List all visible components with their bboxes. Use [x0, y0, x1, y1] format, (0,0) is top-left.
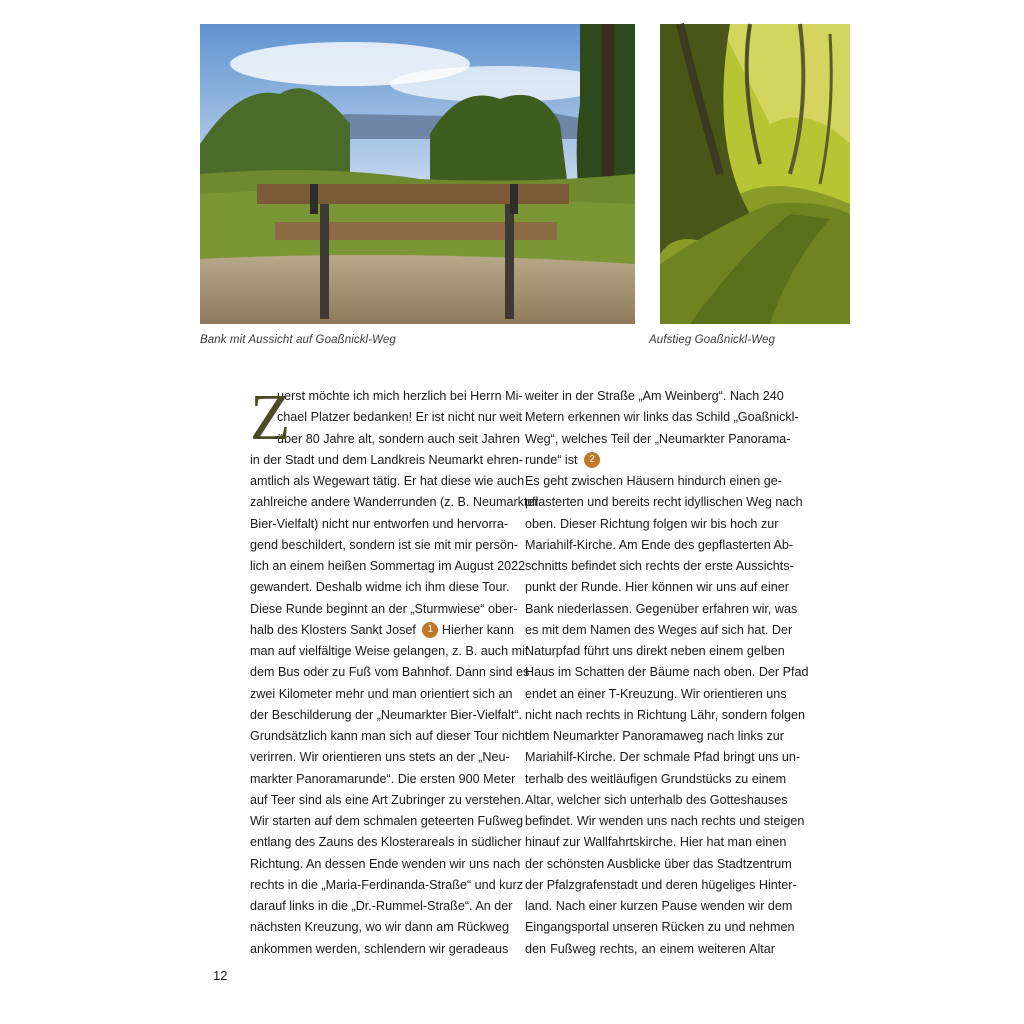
text-fragment: halb des Klosters Sankt Josef — [250, 622, 416, 637]
text-line: amtlich als Wegewart tätig. Er hat diese wie auch — [250, 474, 525, 488]
bench-photo — [200, 24, 635, 324]
text-line: Eingangsportal unseren Rücken zu und nehmen — [525, 920, 795, 935]
text-line: Mariahilf-Kirche. Der schmale Pfad bringt uns un- — [525, 750, 801, 765]
text-line: schnitts befindet sich rechts der erste Aussichts- — [525, 559, 794, 573]
path-photo-caption: Aufstieg Goaßnickl-Weg — [649, 334, 775, 346]
text-line: markter Panoramarunde“. Die ersten 900 Meter — [250, 771, 516, 786]
text-line: Wir starten auf dem schmalen geteerten Fußweg — [250, 814, 523, 828]
text-line: darauf links in die „Dr.-Rummel-Straße“. An der — [250, 899, 513, 913]
text-line: hinauf zur Wallfahrtskirche. Hier hat man einen — [525, 835, 787, 850]
text-line: befindet. Wir wenden uns nach rechts und steigen — [525, 814, 805, 828]
waypoint-marker-2: 2 — [584, 452, 600, 468]
text-line: ankommen werden, schlendern wir geradeaus — [250, 941, 509, 956]
text-line: Richtung. An dessen Ende wenden wir uns nach — [250, 856, 521, 871]
text-line: Mariahilf-Kirche. Am Ende des gepflasterten Ab- — [525, 537, 794, 552]
page-number: 12 — [213, 968, 228, 983]
text-line: Grundsätzlich kann man sich auf dieser Tour nicht — [250, 729, 529, 743]
text-line: Haus im Schatten der Bäume nach oben. Der Pfad — [525, 665, 809, 680]
text-line-with-marker — [250, 620, 515, 641]
text-fragment: Hierher kann — [441, 622, 515, 637]
text-line: Bier-Vielfalt) nicht nur entworfen und hervorra- — [250, 516, 509, 531]
text-line: punkt der Runde. Hier können wir uns auf einer — [525, 580, 789, 595]
text-line: dem Bus oder zu Fuß vom Bahnhof. Dann sind es — [250, 665, 530, 680]
text-line: land. Nach einer kurzen Pause wenden wir dem — [525, 899, 793, 913]
text-line: Weg“, welches Teil der „Neumarkter Panorama- — [525, 431, 791, 446]
text-line: entlang des Zauns des Klosterareals in südlicher — [250, 835, 522, 850]
left-text-column — [250, 381, 539, 960]
text-line: der Beschilderung der „Neumarkter Bier-Vielfalt“. — [250, 707, 523, 722]
waypoint-marker-1: 1 — [422, 622, 438, 638]
text-line: nächsten Kreuzung, wo wir dann am Rückweg — [250, 920, 510, 935]
text-line: dem Neumarkter Panoramaweg nach links zur — [525, 729, 784, 743]
text-line: über 80 Jahre alt, sondern auch seit Jahren — [277, 431, 520, 446]
text-line: terhalb des weitläufigen Grundstücks zu einem — [525, 771, 787, 786]
text-line: oben. Dieser Richtung folgen wir bis hoch zur — [525, 516, 779, 531]
text-line: gewandert. Deshalb widme ich ihm diese Tour. — [250, 580, 510, 595]
text-line: lich an einem heißen Sommertag im August 2022 — [250, 559, 526, 573]
text-line: zahlreiche andere Wanderrunden (z. B. Neumarkter — [250, 495, 539, 510]
text-line: rechts in die „Maria-Ferdinanda-Straße“ und kurz — [250, 877, 523, 892]
text-line: den Fußweg rechts, an einem weiteren Altar — [525, 941, 775, 956]
text-line: auf Teer sind als eine Art Zubringer zu verstehen. — [250, 792, 525, 807]
bench-photo-caption: Bank mit Aussicht auf Goaßnickl-Weg — [200, 334, 396, 346]
drop-cap: Z — [250, 381, 291, 454]
text-line: in der Stadt und dem Landkreis Neumarkt ehren- — [250, 452, 524, 467]
text-line: Metern erkennen wir links das Schild „Goaßnickl- — [525, 410, 799, 425]
text-line: man auf vielfältige Weise gelangen, z. B. auch mit — [250, 644, 529, 658]
text-line: der schönsten Ausblicke über das Stadtzentrum — [525, 856, 792, 871]
text-line: uerst möchte ich mich herzlich bei Herrn Mi- — [277, 389, 523, 403]
text-line: verirren. Wir orientieren uns stets an der „Neu- — [250, 750, 510, 765]
text-line: Bank niederlassen. Gegenüber erfahren wir, was — [525, 601, 798, 616]
text-line: chael Platzer bedanken! Er ist nicht nur weit — [277, 410, 523, 425]
text-line: zwei Kilometer mehr und man orientiert sich an — [250, 686, 513, 701]
text-line: gend beschildert, sondern ist sie mit mir persön- — [250, 537, 519, 552]
text-line-with-marker — [525, 450, 775, 471]
text-line: Es geht zwischen Häusern hindurch einen ge- — [525, 474, 782, 488]
text-line: nicht nach rechts in Richtung Lähr, sondern folgen — [525, 707, 806, 722]
text-line: pflasterten und bereits recht idyllischen Weg nach — [525, 495, 803, 510]
text-line: Naturpfad führt uns direkt neben einem gelben — [525, 644, 785, 658]
text-line: Altar, welcher sich unterhalb des Gotteshauses — [525, 792, 788, 807]
text-line: es mit dem Namen des Weges auf sich hat. Der — [525, 622, 793, 637]
right-text-column — [525, 386, 809, 960]
text-line: weiter in der Straße „Am Weinberg“. Nach 240 — [525, 389, 784, 403]
text-line: Diese Runde beginnt an der „Sturmwiese“ ober- — [250, 601, 518, 616]
forest-path-photo — [660, 24, 850, 324]
text-line: endet an einer T-Kreuzung. Wir orientieren uns — [525, 686, 787, 701]
text-fragment: runde“ ist — [525, 452, 578, 467]
text-line: der Pfalzgrafenstadt und deren hügeliges Hinter- — [525, 877, 797, 892]
